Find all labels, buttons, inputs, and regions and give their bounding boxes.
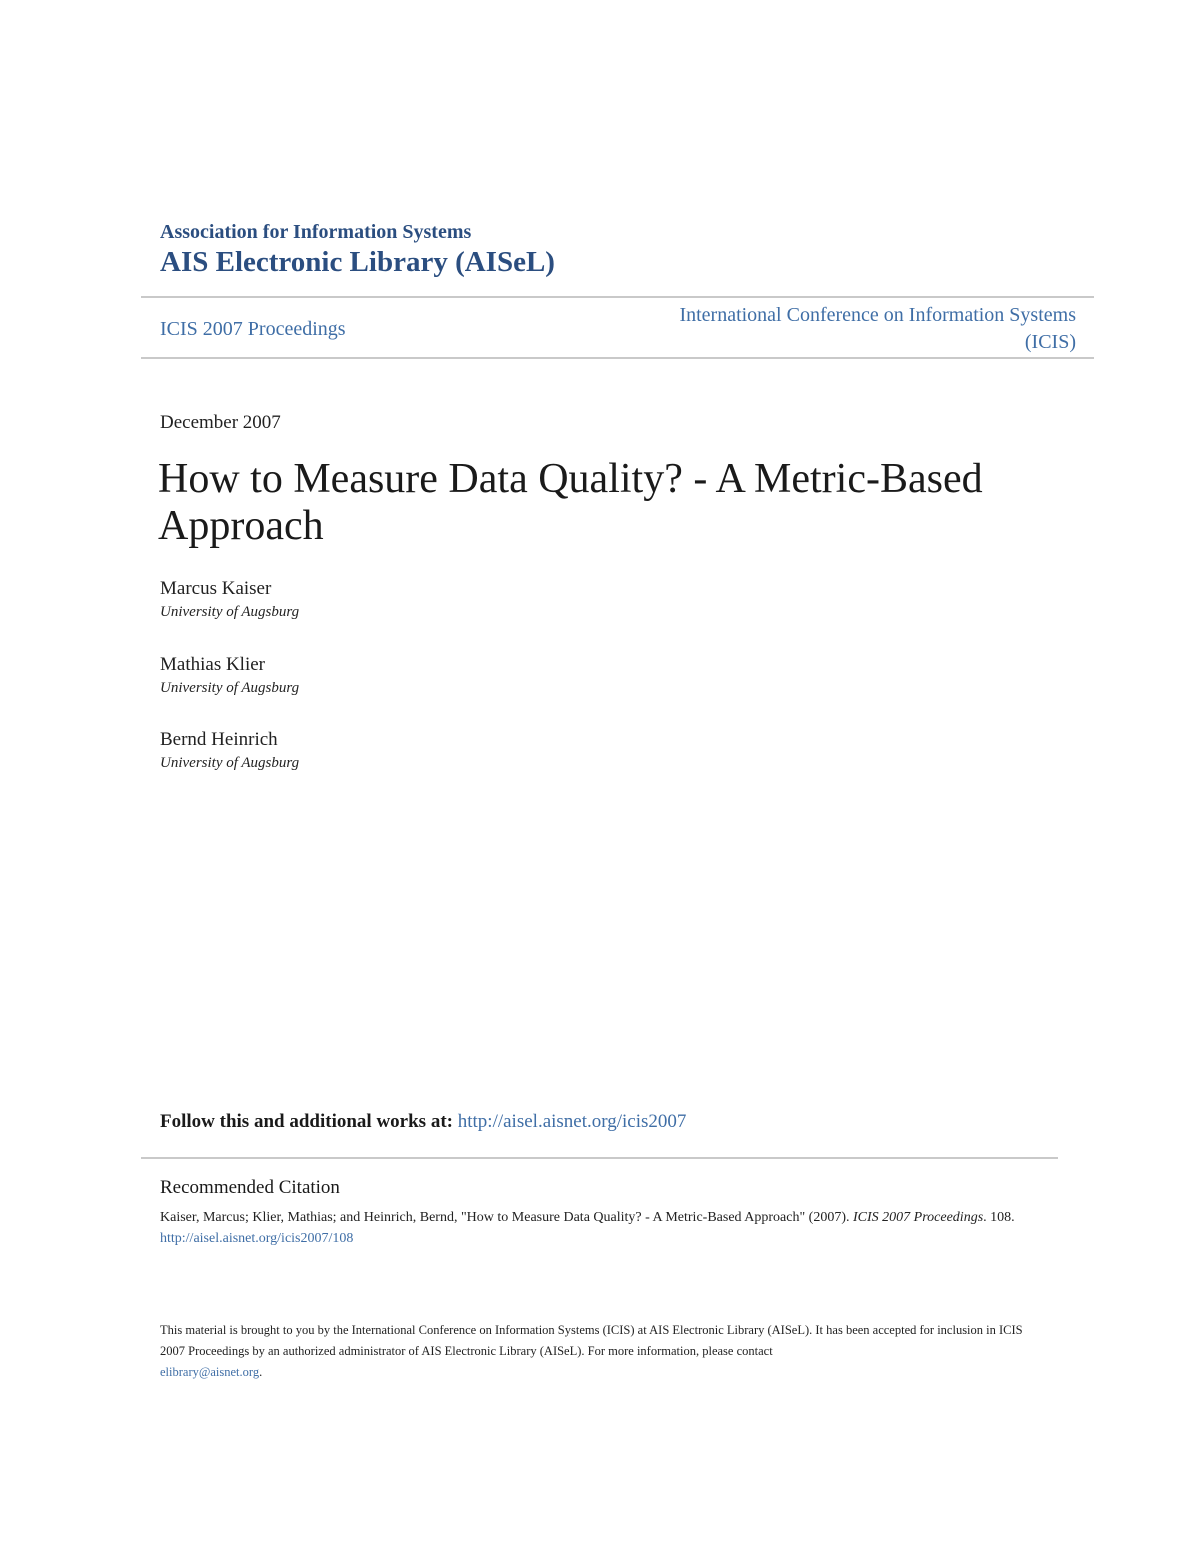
author-name: Marcus Kaiser [160, 578, 272, 599]
author-block [160, 653, 660, 699]
paper-title [158, 456, 1058, 550]
citation-link[interactable]: http://aisel.aisnet.org/icis2007/108 [160, 1231, 354, 1246]
conference-link[interactable] [606, 302, 1076, 356]
citation-heading: Recommended Citation [160, 1177, 340, 1198]
author-affiliation: University of Augsburg [160, 755, 300, 771]
paper-title-line1: How to Measure Data Quality? - A Metric-Based [158, 456, 983, 502]
author-block [160, 728, 660, 774]
paper-title-line2: Approach [158, 503, 324, 549]
publication-date: December 2007 [160, 412, 281, 433]
author-name: Bernd Heinrich [160, 729, 278, 750]
author-affiliation: University of Augsburg [160, 604, 300, 620]
follow-line [160, 1108, 686, 1136]
contact-email-link[interactable]: elibrary@aisnet.org [160, 1365, 260, 1379]
citation-venue: ICIS 2007 Proceedings [853, 1210, 984, 1225]
header-divider [141, 357, 1094, 359]
library-name: AIS Electronic Library (AISeL) [160, 246, 555, 278]
footer-end: . [259, 1365, 263, 1379]
conference-link-line2: (ICIS) [1024, 331, 1076, 353]
proceedings-link[interactable]: ICIS 2007 Proceedings [160, 318, 346, 340]
conference-link-line1: International Conference on Information Systems [679, 304, 1076, 326]
citation-text: Kaiser, Marcus; Klier, Mathias; and Heinrich, Bernd, "How to Measure Data Quality? - A Metric-Based Approach" (2007). [160, 1210, 854, 1225]
top-divider [141, 296, 1094, 298]
citation-tail: . 108. [983, 1210, 1015, 1225]
footer-note [160, 1320, 1050, 1383]
citation-divider [141, 1157, 1058, 1159]
footer-text: This material is brought to you by the International Conference on Information Systems (ICIS) at AIS Electronic Library (AISeL). It has been accepted for inclusion in ICIS 2007 Proceedings by an authorized administrator of AIS Electronic Library (AISeL). For more information, please contact [160, 1323, 1023, 1358]
author-name: Mathias Klier [160, 654, 266, 675]
organization-name: Association for Information Systems [160, 221, 472, 243]
citation-body [160, 1207, 1050, 1249]
follow-label: Follow this and additional works at: [160, 1111, 453, 1132]
author-block [160, 577, 660, 623]
collection-link[interactable]: http://aisel.aisnet.org/icis2007 [457, 1111, 687, 1132]
author-affiliation: University of Augsburg [160, 680, 300, 696]
